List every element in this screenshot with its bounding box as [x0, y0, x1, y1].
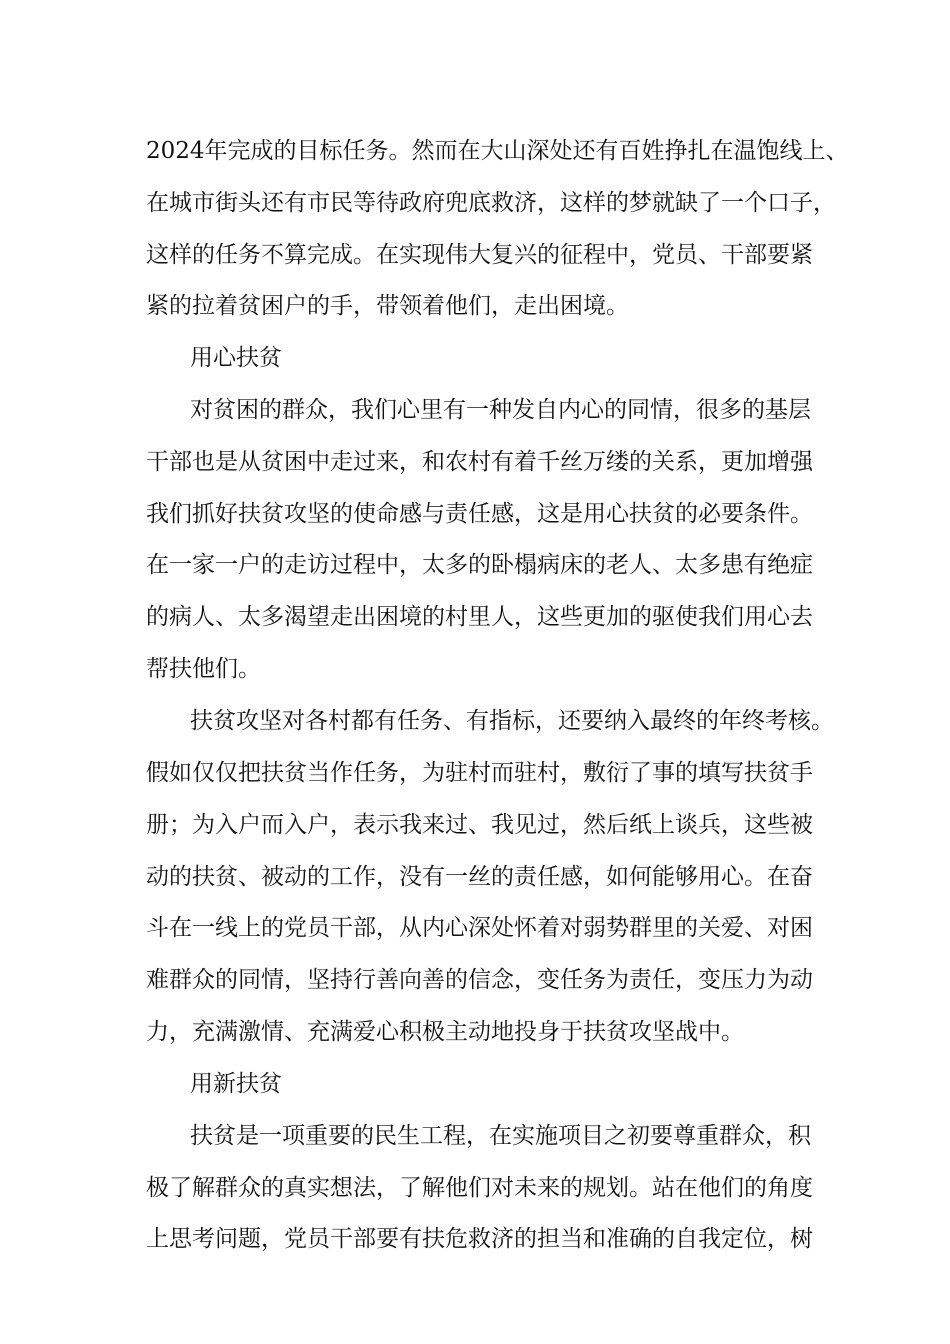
section-heading-yongxin-new: 用新扶贫 [190, 1071, 282, 1097]
text-line-21: 极了解群众的真实想法，了解他们对未来的规划。站在他们的角度 [146, 1175, 813, 1201]
text-line-20: 扶贫是一项重要的民生工程，在实施项目之初要尊重群众，积 [190, 1123, 811, 1149]
text-line-18: 力，充满激情、充满爱心积极主动地投身于扶贫攻坚战中。 [146, 1019, 744, 1045]
text-line-4: 紧的拉着贫困户的手，带领着他们，走出困境。 [146, 293, 629, 319]
text-line-16: 斗在一线上的党员干部，从内心深处怀着对弱势群里的关爱、对困 [146, 915, 813, 941]
text-line-2: 在城市街头还有市民等待政府兜底救济，这样的梦就缺了一个口子， [146, 190, 836, 216]
text-line-12: 扶贫攻坚对各村都有任务、有指标，还要纳入最终的年终考核。 [190, 708, 834, 734]
text-line-14: 册；为入户而入户，表示我来过、我见过，然后纸上谈兵，这些被 [146, 812, 813, 838]
text-line-7: 干部也是从贫困中走过来，和农村有着千丝万缕的关系，更加增强 [146, 449, 813, 475]
text-line-6: 对贫困的群众，我们心里有一种发自内心的同情，很多的基层 [190, 397, 811, 423]
text-line-17: 难群众的同情，坚持行善向善的信念，变任务为责任，变压力为动 [146, 967, 813, 993]
text-line-22: 上思考问题，党员干部要有扶危救济的担当和准确的自我定位，树 [146, 1226, 813, 1252]
text-line-10: 的病人、太多渴望走出困境的村里人，这些更加的驱使我们用心去 [146, 604, 813, 630]
text-line-11: 帮扶他们。 [146, 656, 261, 682]
text-line-3: 这样的任务不算完成。在实现伟大复兴的征程中，党员、干部要紧 [146, 242, 813, 268]
text-line-13: 假如仅仅把扶贫当作任务，为驻村而驻村，敷衍了事的填写扶贫手 [146, 760, 813, 786]
text-line-1: 2024年完成的目标任务。然而在大山深处还有百姓挣扎在温饱线上、 [146, 138, 849, 164]
text-line-9: 在一家一户的走访过程中，太多的卧榻病床的老人、太多患有绝症 [146, 552, 813, 578]
text-line-8: 我们抓好扶贫攻坚的使命感与责任感，这是用心扶贫的必要条件。 [146, 501, 813, 527]
text-line-15: 动的扶贫、被动的工作，没有一丝的责任感，如何能够用心。在奋 [146, 864, 813, 890]
section-heading-yongxin: 用心扶贫 [190, 345, 282, 371]
